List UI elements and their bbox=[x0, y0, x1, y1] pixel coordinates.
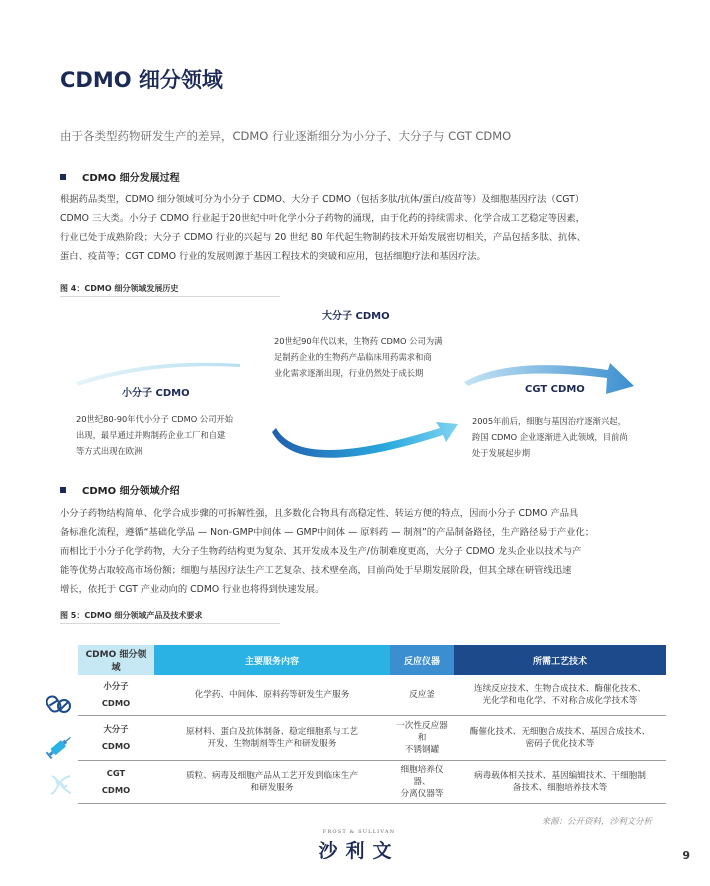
paragraph-line: 而相比于小分子化学药物，大分子生物药结构更为复杂、其开发成本及生产/仿制难度更高，大分子 CDMO 龙头企业以技术与产 bbox=[60, 546, 582, 557]
cell-services: 质粒、病毒及细胞产品从工艺开发到临床生产 和研发服务 bbox=[154, 761, 390, 804]
paragraph-line: 能等优势占取较高市场份额；细胞与基因疗法生产工艺复杂、技术壁垒高，目前尚处于早期发展阶段，但其全球在研管线迅速 bbox=[60, 565, 572, 576]
header-services: 主要服务内容 bbox=[154, 645, 390, 675]
syringe-icon bbox=[44, 733, 74, 761]
logo-chinese: 沙利文 bbox=[318, 840, 400, 862]
paragraph-line: 蛋白、疫苗等；CGT CDMO 行业的发展则源于基因工程技术的突破和应用，包括细胞疗法和基因疗法。 bbox=[60, 251, 486, 262]
table-row bbox=[78, 675, 666, 716]
paragraph-line: 根据药品类型，CDMO 细分领域可分为小分子 CDMO、大分子 CDMO（包括多肽/抗体/蛋白/疫苗等）及细胞基因疗法（CGT） bbox=[60, 194, 585, 205]
table-row bbox=[78, 716, 666, 761]
cell-technology: 病毒载体相关技术、基因编辑技术、干细胞制 备技术、细胞培养技术等 bbox=[454, 761, 666, 804]
paragraph-line: 备标准化流程，遵循“基础化学品 — Non-GMP中间体 — GMP中间体 — 原料药 — 制剂”的产品制备路径，生产路径易于产业化； bbox=[60, 527, 595, 538]
stage-desc-cgt: 2005年前后，细胞与基因治疗逐渐兴起， 跨国 CDMO 企业逐渐进入此领域，目前尚 处于发展起步期 bbox=[472, 416, 628, 458]
stage-title-cgt: CGT CDMO bbox=[525, 384, 585, 395]
stage-title-small-molecule: 小分子 CDMO bbox=[122, 388, 190, 399]
cell-technology: 酶催化技术、无细胞合成技术、基因合成技术、 密码子优化技术等 bbox=[454, 716, 666, 761]
stage-title-large-molecule: 大分子 CDMO bbox=[322, 311, 390, 322]
cell-equipment: 反应釜 bbox=[390, 675, 454, 716]
logo-english: FROST & SULLIVAN bbox=[322, 829, 396, 835]
cell-segment: 小分子 CDMO bbox=[78, 675, 154, 716]
paragraph-line: 行业已处于成熟阶段；大分子 CDMO 行业的兴起与 20 世纪 80 年代起生物制药技术开始发展密切相关，产品包括多肽、抗体、 bbox=[60, 232, 586, 243]
pill-capsule-icon bbox=[46, 690, 72, 716]
cell-technology: 连续反应技术、生物合成技术、酶催化技术、 光化学和电化学、不对称合成化学技术等 bbox=[454, 675, 666, 716]
section-heading-intro: CDMO 细分领域介绍 bbox=[60, 482, 180, 497]
header-equipment: 反应仪器 bbox=[390, 645, 454, 675]
figure5-caption: 图 5：CDMO 细分领域产品及技术要求 bbox=[60, 611, 203, 620]
table-row bbox=[78, 761, 666, 804]
figure4-caption-divider bbox=[60, 296, 280, 297]
paragraph-line: CDMO 三大类。小分子 CDMO 行业起于20世纪中叶化学小分子药物的涌现，由于化药的持续需求、化学合成工艺稳定等因素， bbox=[60, 213, 585, 224]
bullet-square-icon bbox=[60, 174, 66, 180]
cell-services: 原材料、蛋白及抗体制备、稳定细胞系与工艺 开发、生物制剂等生产和研发服务 bbox=[154, 716, 390, 761]
cell-services: 化学药、中间体、原料药等研发生产服务 bbox=[154, 675, 390, 716]
page-number: 9 bbox=[682, 849, 690, 862]
stage-desc-large-molecule: 20世纪90年代以来，生物药 CDMO 公司为满 足制药企业的生物药产品临床用药需求和商 业化需求逐渐出现，行业仍然处于成长期 bbox=[274, 336, 443, 378]
bullet-square-icon bbox=[60, 487, 66, 493]
paragraph-line: 增长，依托于 CGT 产业动向的 CDMO 行业也将得到快速发展。 bbox=[60, 584, 325, 595]
cell-equipment: 细胞培养仪器、 分离仪器等 bbox=[390, 761, 454, 804]
arrow-small-molecule bbox=[76, 363, 240, 386]
paragraph-development bbox=[60, 190, 660, 266]
section-heading-development: CDMO 细分发展过程 bbox=[60, 169, 180, 184]
cdmo-segments-table bbox=[78, 645, 666, 804]
source-note: 来源：公开资料，沙利文分析 bbox=[541, 817, 652, 827]
stage-desc-small-molecule: 20世纪80-90年代小分子 CDMO 公司开始 出现，最早通过并购制药企业工厂和自建 等方式出现在欧洲 bbox=[76, 414, 234, 456]
page-subtitle: 由于各类型药物研发生产的差异，CDMO 行业逐渐细分为小分子、大分子与 CGT CDMO bbox=[60, 129, 512, 143]
cell-equipment: 一次性反应器和 不锈钢罐 bbox=[390, 716, 454, 761]
header-segment: CDMO 细分领域 bbox=[78, 645, 154, 675]
arrow-large-molecule bbox=[272, 422, 458, 458]
dna-helix-icon bbox=[48, 772, 74, 798]
paragraph-line: 小分子药物结构简单、化学合成步骤的可拆解性强，且多数化合物具有高稳定性、转运方便的特点，因而小分子 CDMO 产品具 bbox=[60, 508, 579, 519]
cell-segment: CGT CDMO bbox=[78, 761, 154, 804]
table-header-row bbox=[78, 645, 666, 675]
paragraph-intro bbox=[60, 504, 660, 599]
figure5-caption-divider bbox=[60, 623, 280, 624]
cell-segment: 大分子 CDMO bbox=[78, 716, 154, 761]
page-title: CDMO 细分领域 bbox=[60, 68, 223, 92]
header-technology: 所需工艺技术 bbox=[454, 645, 666, 675]
figure4-caption: 图 4：CDMO 细分领域发展历史 bbox=[60, 284, 179, 293]
